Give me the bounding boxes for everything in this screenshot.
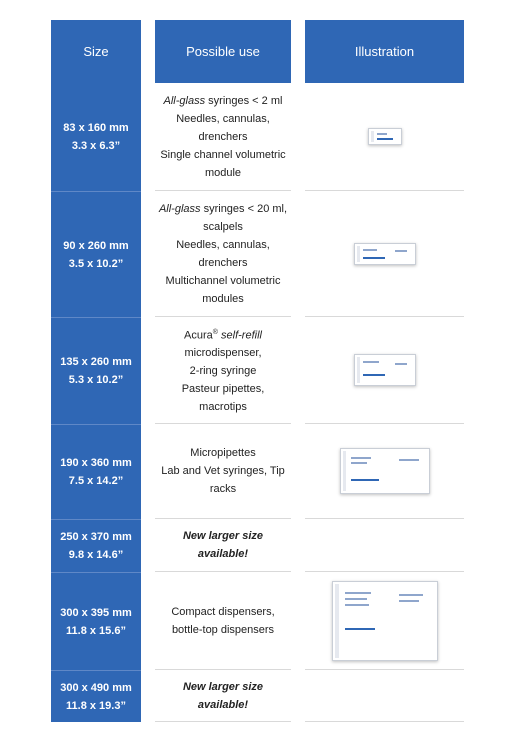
size-mm: 83 x 160 mm (63, 122, 129, 134)
sterilization-pouch-image (368, 128, 402, 145)
use-line: Micropipettes (190, 447, 256, 459)
illustration-cell (305, 424, 464, 519)
size-cell (51, 572, 141, 670)
table-header (51, 20, 464, 83)
header-illustration: Illustration (305, 20, 464, 83)
use-line: Needles, cannulas, (176, 112, 270, 125)
use-cell (155, 83, 291, 191)
size-mm: 250 x 370 mm (60, 531, 132, 543)
table-row (51, 670, 464, 722)
use-line: Lab and Vet syringes, Tip (161, 465, 285, 477)
use-line: All-glass syringes < 20 ml, (158, 202, 288, 215)
use-line: modules (202, 292, 244, 305)
use-cell (155, 670, 291, 722)
use-line: macrotips (199, 401, 247, 414)
size-cell (51, 670, 141, 722)
illustration-cell-empty (305, 670, 464, 722)
use-line: bottle-top dispensers (171, 623, 275, 636)
size-mm: 300 x 395 mm (60, 606, 132, 619)
table-row (51, 317, 464, 424)
use-cell (155, 317, 291, 424)
use-cell (155, 519, 291, 572)
illustration-cell (305, 83, 464, 191)
use-line: Compact dispensers, (171, 605, 275, 618)
size-cell (51, 519, 141, 572)
table-row (51, 424, 464, 519)
size-inches: 7.5 x 14.2” (68, 475, 124, 487)
illustration-cell (305, 572, 464, 670)
table-row (51, 519, 464, 572)
table-body (51, 83, 464, 722)
use-line: drenchers (198, 256, 248, 269)
size-inches: 3.5 x 10.2” (68, 257, 124, 270)
table-row (51, 191, 464, 317)
size-cell (51, 83, 141, 191)
use-line: Pasteur pipettes, (181, 383, 265, 396)
size-cell (51, 317, 141, 424)
size-mm: 190 x 360 mm (60, 457, 132, 469)
size-inches: 9.8 x 14.6” (68, 549, 124, 561)
use-line: Needles, cannulas, (176, 238, 270, 251)
header-possible-use: Possible use (155, 20, 291, 83)
use-line: Multichannel volumetric (165, 274, 281, 287)
sterilization-pouch-image (354, 243, 416, 265)
size-cell (51, 424, 141, 519)
illustration-cell (305, 317, 464, 424)
use-line: 2-ring syringe (189, 365, 257, 378)
use-line: racks (209, 483, 237, 495)
new-size-note: New larger size (182, 680, 264, 693)
new-size-note: available! (197, 698, 249, 711)
size-inches: 11.8 x 15.6” (66, 624, 126, 637)
illustration-cell (305, 191, 464, 317)
sterilization-pouch-image (332, 581, 438, 661)
new-size-note: available! (197, 548, 249, 560)
header-size: Size (51, 20, 141, 83)
use-line: All-glass syringes < 2 ml (163, 94, 283, 107)
size-cell (51, 191, 141, 317)
use-cell (155, 572, 291, 670)
illustration-cell-empty (305, 519, 464, 572)
use-line: microdispenser, (184, 347, 262, 360)
new-size-note: New larger size (182, 530, 264, 542)
use-cell (155, 191, 291, 317)
sterilization-pouch-image (340, 448, 430, 494)
use-line: module (204, 166, 242, 179)
use-line: Single channel volumetric (160, 148, 286, 161)
size-table (51, 20, 464, 722)
table-row (51, 572, 464, 670)
sterilization-pouch-image (354, 354, 416, 386)
size-mm: 90 x 260 mm (63, 239, 129, 252)
use-line: drenchers (198, 130, 248, 143)
table-row (51, 83, 464, 191)
use-line: scalpels (203, 220, 243, 233)
size-inches: 11.8 x 19.3” (66, 699, 126, 712)
size-inches: 5.3 x 10.2” (68, 374, 124, 386)
use-line: Acura® self-refill (184, 328, 262, 342)
use-cell (155, 424, 291, 519)
size-mm: 300 x 490 mm (60, 681, 132, 694)
size-mm: 135 x 260 mm (60, 356, 132, 368)
size-inches: 3.3 x 6.3” (71, 140, 121, 152)
